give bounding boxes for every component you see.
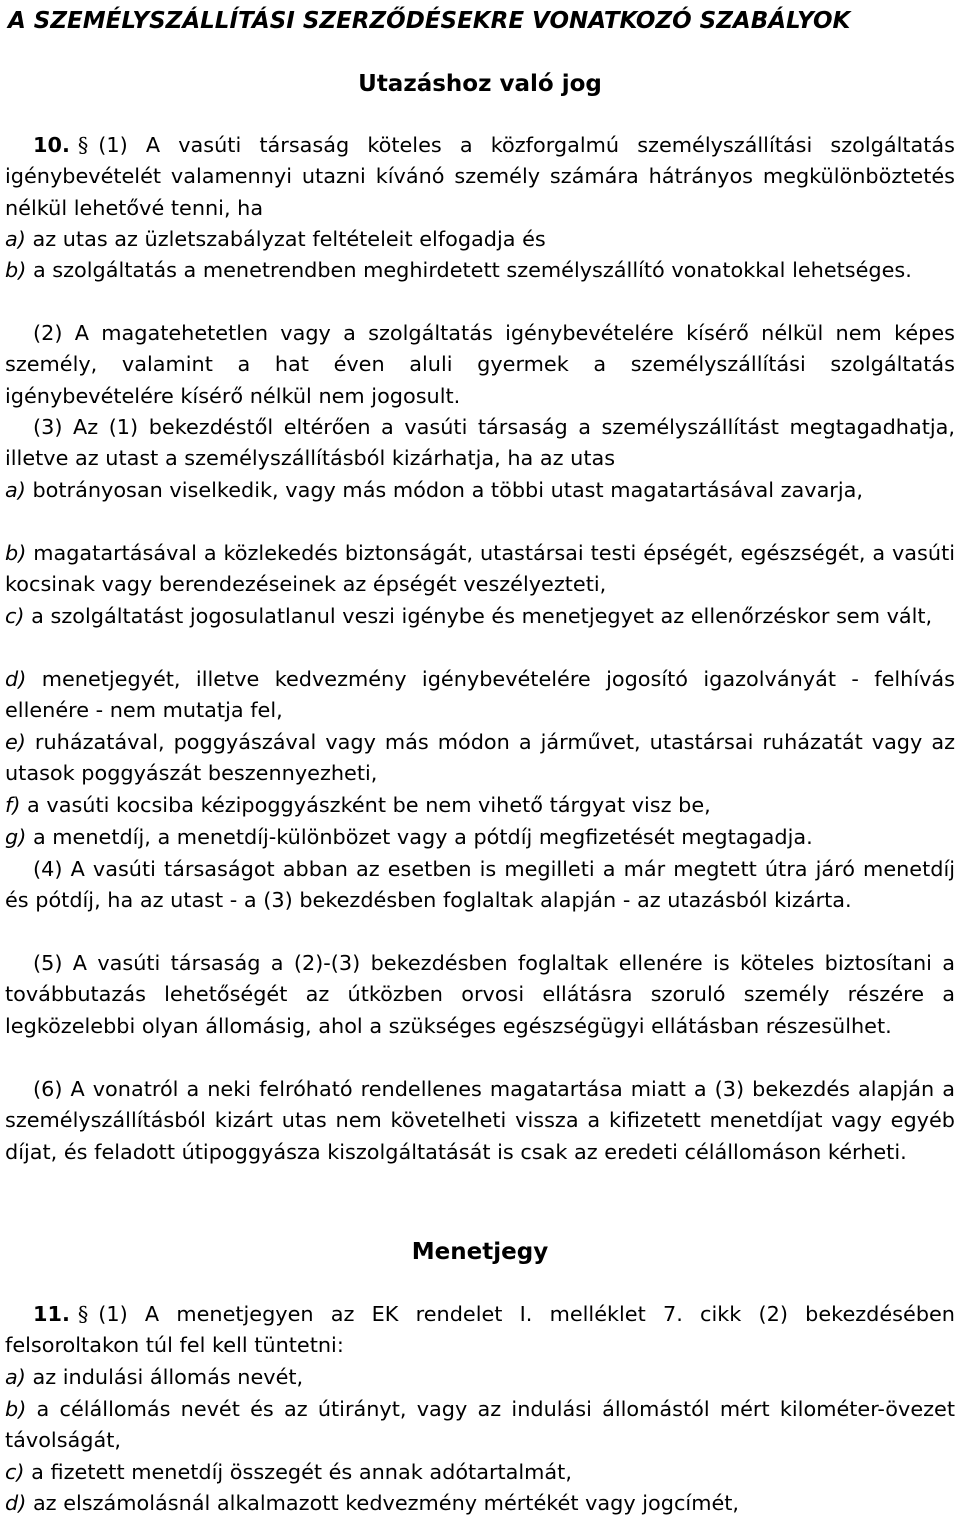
list-item-b	[5, 538, 955, 601]
list-item-b	[5, 255, 955, 286]
section-10-paragraph-1	[5, 130, 955, 224]
list-text: a célállomás nevét és az útirányt, vagy az indulási állomástól mért kilométer-övezet távolságát,	[5, 1397, 955, 1453]
list-text: az indulási állomás nevét,	[25, 1365, 304, 1389]
list-text: ruházatával, poggyászával vagy más módon a járművet, utastársai ruházatát vagy az utasok poggyászát beszennyezheti,	[5, 730, 955, 786]
section-sign: §	[77, 1302, 89, 1326]
list-text: magatartásával a közlekedés biztonságát, utastársai testi épségét, egészségét, a vasúti kocsinak vagy berendezéseinek az épségét veszélyezteti,	[5, 541, 955, 597]
list-item-d	[5, 1488, 955, 1519]
section-heading-utazashoz: Utazáshoz való jog	[358, 71, 602, 97]
section-11-paragraph-1	[5, 1299, 955, 1362]
list-item-c	[5, 601, 955, 632]
list-item-a	[5, 224, 955, 255]
section-number: 10.	[33, 133, 70, 157]
list-letter: g)	[5, 825, 27, 849]
list-item-g	[5, 822, 955, 853]
list-text: a szolgáltatás a menetrendben meghirdetett személyszállító vonatokkal lehetséges.	[26, 258, 912, 282]
paragraph-text: (1) A menetjegyen az EK rendelet I. melléklet 7. cikk (2) bekezdésében felsoroltakon túl fel kell tüntetni:	[5, 1302, 955, 1358]
list-item-a	[5, 475, 955, 506]
paragraph-text: (1) A vasúti társaság köteles a közforgalmú személyszállítási szolgáltatás igénybevételét valamennyi utazni kívánó személy számára hátrányos megkülönböztetés nélkül lehetővé tenni, ha	[5, 133, 955, 220]
list-text: menetjegyét, illetve kedvezmény igénybevételére jogosító igazolványát - felhívás ellenére - nem mutatja fel,	[5, 667, 955, 723]
list-text: a fizetett menetdíj összegét és annak adótartalmát,	[24, 1460, 572, 1484]
list-text: a vasúti kocsiba kézipoggyászként be nem vihető tárgyat visz be,	[20, 793, 711, 817]
list-letter: c)	[5, 1460, 25, 1484]
list-item-f	[5, 790, 955, 821]
list-item-e	[5, 727, 955, 790]
list-item-d	[5, 664, 955, 727]
list-letter: b)	[5, 541, 27, 565]
list-text: az elszámolásnál alkalmazott kedvezmény mértékét vagy jogcímét,	[26, 1491, 740, 1515]
list-letter: e)	[5, 730, 26, 754]
section-10-paragraph-3: (3) Az (1) bekezdéstől eltérően a vasúti társaság a személyszállítást megtagadhatja, illetve az utast a személyszállításból kizárhatja, ha az utas	[5, 415, 955, 471]
section-number: 11.	[33, 1302, 70, 1326]
list-letter: b)	[5, 258, 27, 282]
list-letter: f)	[5, 793, 21, 817]
list-letter: a)	[5, 1365, 26, 1389]
list-letter: c)	[5, 604, 25, 628]
section-10-paragraph-6: (6) A vonatról a neki felróható rendellenes magatartása miatt a (3) bekezdés alapján a személyszállításból kizárt utas nem követelheti vissza a kifizetett menetdíjat vagy egyéb díjat, és feladott útipoggyásza kiszolgáltatását is csak az eredeti célállomáson kérheti.	[5, 1077, 955, 1164]
list-item-a	[5, 1362, 955, 1393]
list-letter: d)	[5, 667, 27, 691]
list-text: az utas az üzletszabályzat feltételeit elfogadja és	[25, 227, 546, 251]
list-letter: d)	[5, 1491, 27, 1515]
list-text: a menetdíj, a menetdíj-különbözet vagy a pótdíj megfizetését megtagadja.	[26, 825, 813, 849]
list-item-b	[5, 1394, 955, 1457]
section-10-paragraph-4: (4) A vasúti társaságot abban az esetben is megilleti a már megtett útra járó menetdíj és pótdíj, ha az utast - a (3) bekezdésben foglaltak alapján - az utazásból kizárta.	[5, 857, 955, 913]
section-sign: §	[77, 133, 89, 157]
list-letter: a)	[5, 478, 26, 502]
list-item-c	[5, 1457, 955, 1488]
list-letter: b)	[5, 1397, 27, 1421]
section-heading-menetjegy: Menetjegy	[411, 1239, 549, 1265]
document-title: A SZEMÉLYSZÁLLÍTÁSI SZERZŐDÉSEKRE VONATKOZÓ SZABÁLYOK	[8, 8, 851, 34]
section-10-paragraph-2: (2) A magatehetetlen vagy a szolgáltatás igénybevételére kísérő nélkül nem képes személy, valamint a hat éven aluli gyermek a személyszállítási szolgáltatás igénybevételére kísérő nélkül nem jogosult.	[5, 321, 955, 408]
list-text: botrányosan viselkedik, vagy más módon a többi utast magatartásával zavarja,	[25, 478, 863, 502]
section-10-paragraph-5: (5) A vasúti társaság a (2)-(3) bekezdésben foglaltak ellenére is köteles biztosítani a továbbutazás lehetőségét az útközben orvosi ellátásra szoruló személy részére a legközelebbi olyan állomásig, ahol a szükséges egészségügyi ellátásban részesülhet.	[5, 951, 955, 1038]
list-letter: a)	[5, 227, 26, 251]
list-text: a szolgáltatást jogosulatlanul veszi igénybe és menetjegyet az ellenőrzéskor sem vált,	[24, 604, 933, 628]
